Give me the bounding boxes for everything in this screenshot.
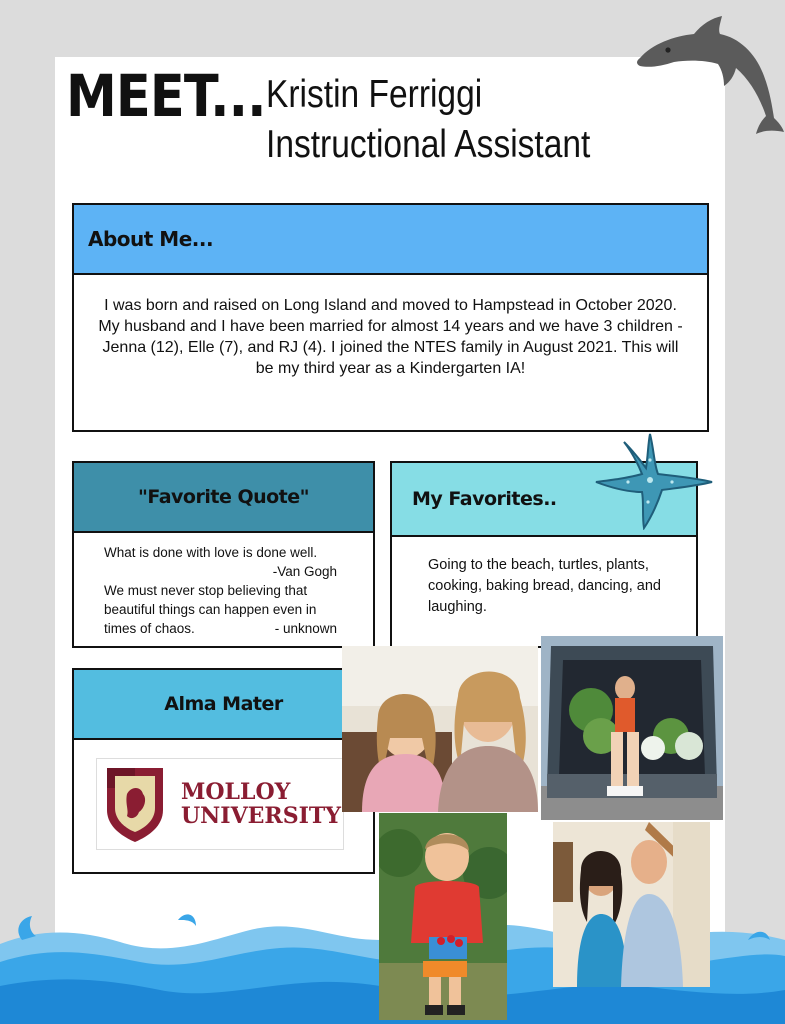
person-name: Kristin Ferriggi — [266, 73, 483, 116]
quote-line-3: beautiful things can happen even in — [104, 602, 317, 617]
about-me-header: About Me... — [74, 205, 707, 275]
molloy-wordmark — [181, 780, 341, 828]
alma-mater-header: Alma Mater — [74, 670, 373, 740]
photo-car-plants — [541, 636, 723, 820]
photo-daughters — [342, 646, 538, 812]
quote-line-2: We must never stop believing that — [104, 583, 308, 598]
quote-author-2: - unknown — [274, 621, 337, 636]
title-block — [266, 70, 590, 170]
my-favorites-header: My Favorites.. — [392, 463, 696, 537]
starfish-icon — [592, 430, 714, 530]
about-me-text: I was born and raised on Long Island and moved to Hampstead in October 2020. My husband and I have been married for almost 14 years and we have 3 children - Jenna (12), Elle (7), and RJ (4). I joined the NTES family in August 2021. This will be my third year as a Kindergarten IA! — [98, 297, 683, 377]
quote-last-row — [104, 619, 355, 638]
favorite-quote-section — [72, 461, 375, 648]
quote-line-1: What is done with love is done well. — [104, 545, 318, 560]
quote-line-4: times of chaos. — [104, 621, 195, 636]
meet-heading: MEET... — [66, 62, 266, 130]
about-me-section — [72, 203, 709, 432]
molloy-university-logo — [96, 758, 344, 850]
favorite-quote-header: "Favorite Quote" — [74, 463, 373, 533]
quote-author-1: -Van Gogh — [272, 564, 337, 579]
logo-line-1: MOLLOY — [181, 779, 291, 805]
person-role: Instructional Assistant — [266, 123, 591, 166]
alma-mater-section — [72, 668, 375, 874]
dolphin-icon — [632, 14, 784, 142]
photo-son-strawberries — [379, 813, 507, 1020]
crest-icon — [103, 764, 167, 844]
logo-line-2: UNIVERSITY — [181, 803, 341, 829]
photo-couple — [553, 822, 710, 987]
favorite-quote-text — [74, 533, 373, 638]
my-favorites-text: Going to the beach, turtles, plants, cooking, baking bread, dancing, and laughing. — [428, 557, 661, 615]
